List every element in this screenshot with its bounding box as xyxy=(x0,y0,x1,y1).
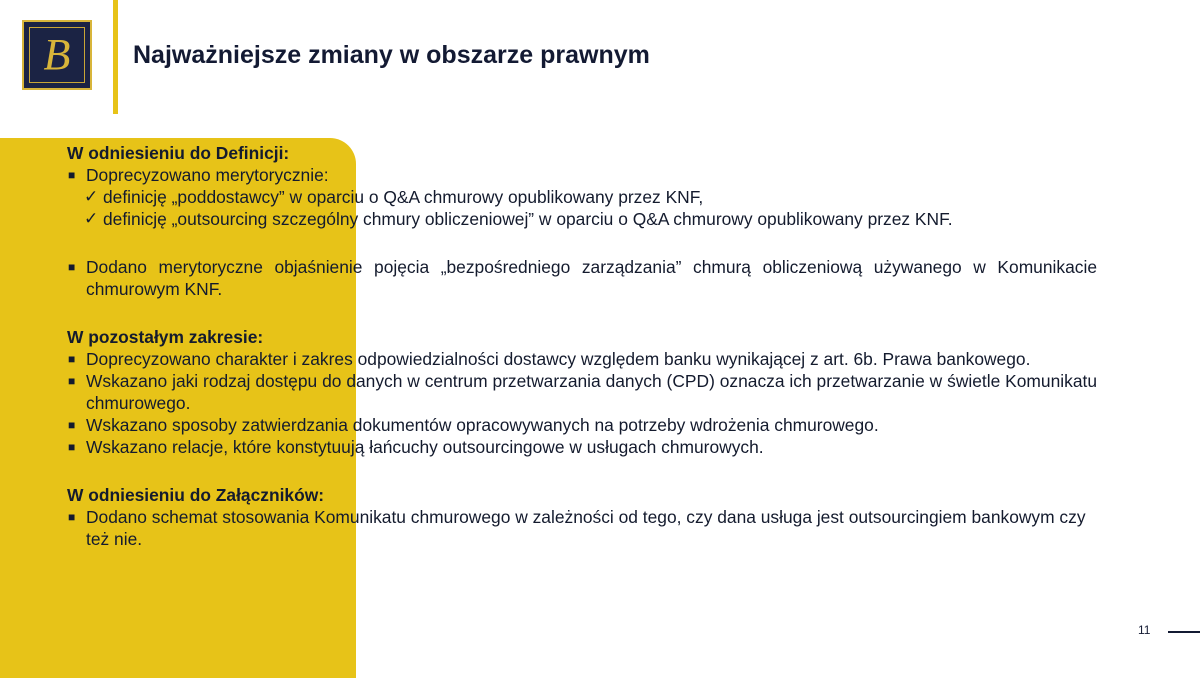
square-bullet-icon: ■ xyxy=(68,418,76,432)
square-bullet-icon: ■ xyxy=(68,352,76,366)
check-text: definicję „outsourcing szczególny chmury obliczeniowej” w oparciu o Q&A chmurowy opublikowany przez KNF. xyxy=(103,209,953,229)
bullet-item xyxy=(67,256,1097,300)
check-item xyxy=(67,186,1097,208)
checkmark-icon: ✓ xyxy=(84,187,99,206)
company-logo xyxy=(22,20,92,90)
bullet-text: Wskazano sposoby zatwierdzania dokumentów opracowywanych na potrzeby wdrożenia chmurowego. xyxy=(86,415,879,435)
bullet-item xyxy=(67,348,1097,370)
square-bullet-icon: ■ xyxy=(68,260,76,274)
square-bullet-icon: ■ xyxy=(68,440,76,454)
bullet-item xyxy=(67,164,1097,186)
bullet-item xyxy=(67,506,1097,550)
bullet-item xyxy=(67,436,1097,458)
bullet-text: Wskazano relacje, które konstytuują łańcuchy outsourcingowe w usługach chmurowych. xyxy=(86,437,764,457)
checkmark-icon: ✓ xyxy=(84,209,99,228)
page-number-rule xyxy=(1168,631,1200,633)
bullet-item xyxy=(67,370,1097,414)
bullet-item xyxy=(67,414,1097,436)
square-bullet-icon: ■ xyxy=(68,510,76,524)
square-bullet-icon: ■ xyxy=(68,374,76,388)
logo-glyph: B xyxy=(43,30,71,79)
header-divider xyxy=(113,0,118,114)
page-title: Najważniejsze zmiany w obszarze prawnym xyxy=(133,41,650,69)
slide-content xyxy=(67,142,1097,550)
bullet-text: Doprecyzowano charakter i zakres odpowiedzialności dostawcy względem banku wynikającej z art. 6b. Prawa bankowego. xyxy=(86,349,1031,369)
section-heading-definitions: W odniesieniu do Definicji: xyxy=(67,143,290,163)
section-heading-attachments: W odniesieniu do Załączników: xyxy=(67,485,325,505)
page-number: 11 xyxy=(1138,623,1151,637)
bullet-text: Dodano schemat stosowania Komunikatu chmurowego w zależności od tego, czy dana usługa jest outsourcingiem bankowym czy też nie. xyxy=(86,507,1086,549)
check-item xyxy=(67,208,1097,230)
square-bullet-icon: ■ xyxy=(68,168,76,182)
bullet-text: Doprecyzowano merytorycznie: xyxy=(86,165,329,185)
section-heading-other: W pozostałym zakresie: xyxy=(67,327,264,347)
logo-emblem xyxy=(29,27,85,83)
bullet-text: Wskazano jaki rodzaj dostępu do danych w centrum przetwarzania danych (CPD) oznacza ich przetwarzanie w świetle Komunikatu chmurowego. xyxy=(86,371,1097,413)
bullet-text: Dodano merytoryczne objaśnienie pojęcia „bezpośredniego zarządzania” chmurą obliczeniową używanego w Komunikacie chmurowym KNF. xyxy=(86,257,1097,299)
check-text: definicję „poddostawcy” w oparciu o Q&A chmurowy opublikowany przez KNF, xyxy=(103,187,704,207)
